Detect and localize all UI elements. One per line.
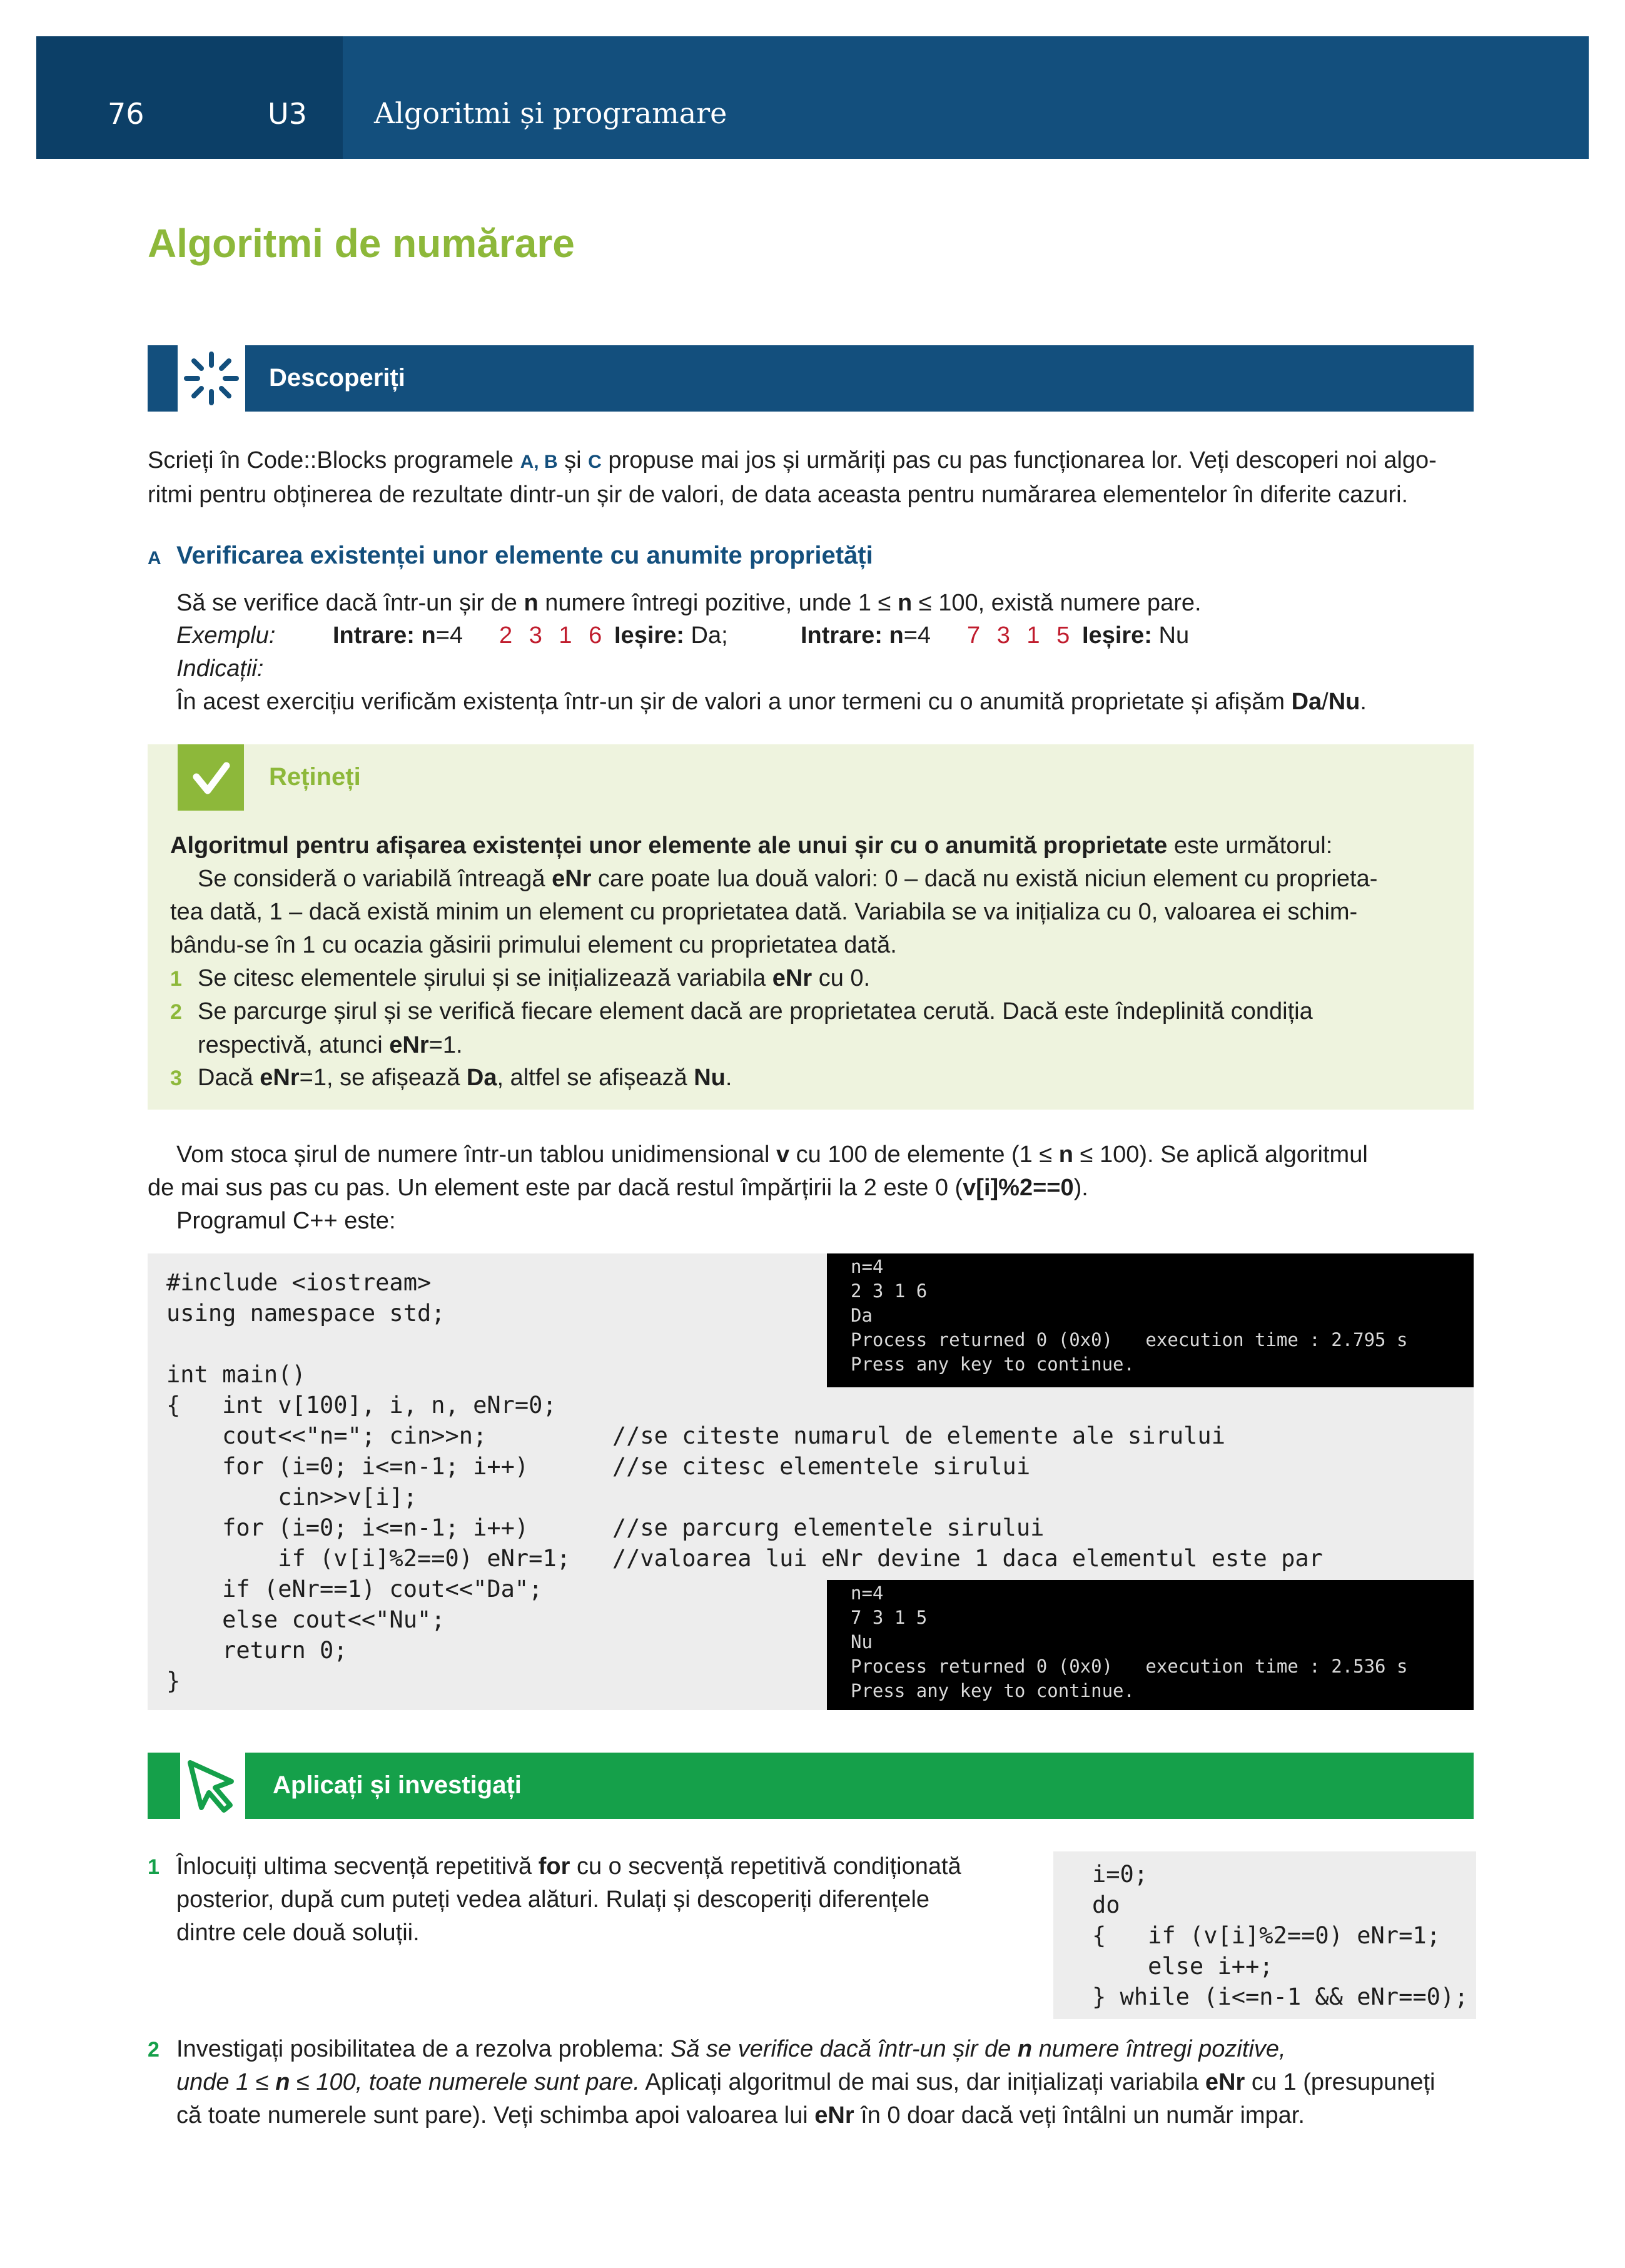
cpp-program-code: #include <iostream> using namespace std; int main() { int v[100], i, n, eNr=0; cout<<"n="; cin>>n; //se citeste numarul de elemente ale sirului for (i=0; i<=n-1; i++) //se citesc elementele sirului cin>>v[i]; for (i=0; i<=n-1; i++) //se parcurg elementele sirului if (v[i]%2==0) eNr=1; //valoarea lui eNr devine 1 daca elementul este par if (eNr==1) cout<<"Da"; else cout<<"Nu"; return 0; } xyxy=(166,1269,1323,1694)
example-row xyxy=(176,619,275,652)
example-label: Exemplu: xyxy=(176,622,276,649)
item-2-number: 2 xyxy=(148,2038,159,2062)
item-1-text: Înlocuiți ultima secvență repetitivă for cu o secvență repetitivă condiționată posterior, după cum puteți vedea alături. Rulați și descoperiți diferențele dintre cele două soluții. xyxy=(176,1853,961,1946)
retineti-label: Rețineți xyxy=(269,763,361,791)
example-1-seq: 2 3 1 6 xyxy=(499,622,607,649)
intro-paragraph: Scrieți în Code::Blocks programele A, B și C propuse mai jos și urmăriți pas cu pas funcționarea lor. Veți descoperi noi algo- ritmi pentru obținerea de rezultate dintr-un șir de valori, de data aceasta pentru numărarea elementelor în diferite cazuri. xyxy=(148,447,1437,508)
console-output-2: n=4 7 3 1 5 Nu Process returned 0 (0x0) execution time : 2.536 s Press any key to continue. xyxy=(827,1580,1474,1710)
lesson-title: Algoritmi de numărare xyxy=(148,221,575,266)
retineti-step-2: 2 Se parcurge șirul și se verifică fiecare element dacă are proprietatea cerută. Dacă este îndeplinită condiția respectivă, atunci eNr=1. xyxy=(170,998,1313,1058)
aplicati-label: Aplicați și investigați xyxy=(273,1771,522,1799)
console-output-1: n=4 2 3 1 6 Da Process returned 0 (0x0) execution time : 2.795 s Press any key to continue. xyxy=(827,1253,1474,1387)
section-a-marker: A xyxy=(148,548,161,569)
example-1: Intrare: n=4 xyxy=(333,622,463,649)
cursor-arrow-icon xyxy=(180,1753,245,1819)
retineti-step-3: 3 Dacă eNr=1, se afișează Da, altfel se afișează Nu. xyxy=(170,1065,732,1091)
unit-title: Algoritmi și programare xyxy=(374,96,727,130)
page-number: 76 xyxy=(108,97,144,131)
unit-code: U3 xyxy=(268,97,307,131)
section-a-title: Verificarea existenței unor elemente cu anumite proprietăți xyxy=(176,542,873,569)
checkmark-icon xyxy=(178,744,244,811)
do-while-snippet: i=0; do { if (v[i]%2==0) eNr=1; else i++; } while (i<=n-1 && eNr==0); xyxy=(1092,1861,1469,2010)
example-2-seq: 7 3 1 5 xyxy=(967,622,1075,649)
section-a-statement: Să se verifice dacă într-un șir de n numere întregi pozitive, unde 1 ≤ n ≤ 100, există numere pare. xyxy=(176,590,1202,616)
hints-text: În acest exercițiu verificăm existența într-un șir de valori a unor termeni cu o anumită proprietate și afișăm Da/Nu. xyxy=(176,689,1367,715)
item-2-text: Investigați posibilitatea de a rezolva problema: Să se verifice dacă într-un șir de n numere întregi pozitive, unde 1 ≤ n ≤ 100, toate numerele sunt pare. Aplicați algoritmul de mai sus, dar inițializați variabila eNr cu 1 (presupuneți că toate numerele sunt pare). Veți schimba apoi valoarea lui eNr în 0 doar dacă veți întâlni un număr impar. xyxy=(176,2036,1435,2129)
item-1-number: 1 xyxy=(148,1855,159,1879)
hints-label: Indicații: xyxy=(176,656,264,682)
storage-paragraph: Vom stoca șirul de numere într-un tablou unidimensional v cu 100 de elemente (1 ≤ n ≤ 100). Se aplică algoritmul de mai sus pas cu pas. Un element este par dacă restul împărțirii la 2 este 0 (v[i]%2==0). Programul C++ este: xyxy=(148,1142,1368,1234)
spark-icon xyxy=(178,345,245,412)
descoperiti-label: Descoperiți xyxy=(269,364,405,392)
example-1-output: Ieșire: Da; xyxy=(614,622,728,649)
retineti-step-1: 1 Se citesc elementele șirului și se inițializează variabila eNr cu 0. xyxy=(170,965,871,991)
retineti-lead: Algoritmul pentru afișarea existenței unor elemente ale unui șir cu o anumită proprietate este următorul: xyxy=(170,833,1333,859)
example-2: Intrare: n=4 xyxy=(801,622,931,649)
retineti-paragraph: Se consideră o variabilă întreagă eNr care poate lua două valori: 0 – dacă nu există niciun element cu proprieta- tea dată, 1 – dacă există minim un element cu proprietatea dată. Variabila se va inițializa cu 0, valoarea ei schim- bându-se în 1 cu ocazia găsirii primului element cu proprietatea dată. xyxy=(170,866,1378,958)
example-2-output: Ieșire: Nu xyxy=(1082,622,1190,649)
